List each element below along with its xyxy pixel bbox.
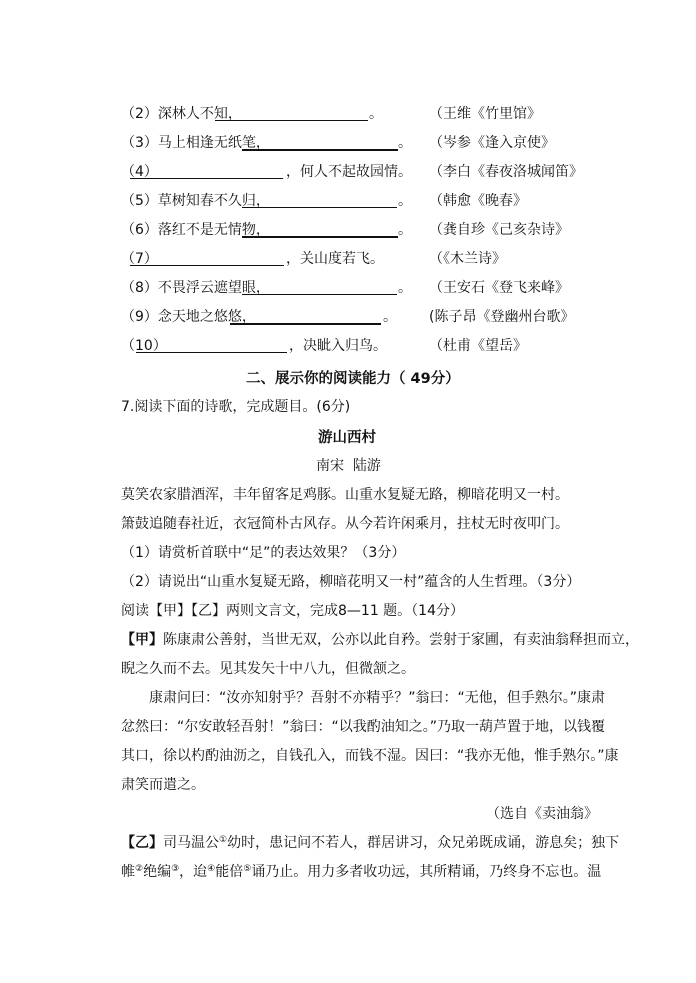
poem-source: (陈子昂《登幽州台歌》 bbox=[429, 309, 575, 325]
section-title: 二、展示你的阅读能力（ 49分） bbox=[246, 371, 460, 387]
poem-suffix: ，决眦入归鸟。 bbox=[289, 338, 387, 354]
answer-blank[interactable] bbox=[242, 207, 397, 208]
answer-blank[interactable] bbox=[242, 149, 398, 151]
answer-blank[interactable] bbox=[230, 323, 381, 325]
poem-author: 南宋 陆游 bbox=[316, 458, 381, 474]
poem-source: （李白《春夜洛城闻笛》 bbox=[429, 164, 583, 180]
poem-suffix: 。 bbox=[398, 222, 412, 238]
question-7-intro: 7.阅读下面的诗歌，完成题目。(6分) bbox=[121, 399, 351, 415]
footnote-marker: ① bbox=[219, 835, 228, 845]
answer-blank[interactable] bbox=[136, 352, 287, 353]
answer-blank[interactable] bbox=[215, 120, 368, 121]
passage-yi-text: 司马温公 bbox=[163, 835, 219, 851]
passage-jia-source: （选自《卖油翁》 bbox=[486, 806, 598, 822]
poem-source: （《木兰诗》 bbox=[429, 251, 506, 267]
answer-blank[interactable] bbox=[242, 294, 397, 295]
poem-source: （王维《竹里馆》 bbox=[429, 106, 541, 122]
passage-yi-text: 能倍 bbox=[215, 864, 244, 880]
answer-blank[interactable] bbox=[130, 178, 283, 179]
poem-suffix: 。 bbox=[398, 135, 412, 151]
poem-suffix: 。 bbox=[398, 193, 412, 209]
passage-jia-label: 【甲】 bbox=[121, 632, 163, 648]
poem-source: （韩愈《晚春》 bbox=[429, 193, 527, 209]
passage-jia-line-1 bbox=[121, 630, 639, 650]
question-7-1: （1）请赏析首联中“足”的表达效果？（3分） bbox=[121, 545, 406, 561]
footnote-marker: ② bbox=[135, 864, 144, 874]
poem-source: （岑参《逢入京使》 bbox=[429, 135, 555, 151]
question-7-2: （2）请说出“山重水复疑无路，柳暗花明又一村”蕴含的人生哲理。（3分） bbox=[121, 574, 581, 590]
passage-yi-text: 绝编 bbox=[143, 864, 172, 880]
footnote-marker: ④ bbox=[207, 864, 216, 874]
poem-source: （王安石《登飞来峰》 bbox=[429, 280, 569, 296]
footnote-marker: ⑤ bbox=[243, 864, 252, 874]
poem-line-1: 莫笑农家腊酒浑，丰年留客足鸡豚。山重水复疑无路，柳暗花明又一村。 bbox=[121, 487, 569, 503]
poem-suffix: 。 bbox=[383, 309, 397, 325]
passage-jia-line-3: 康肃问曰：“汝亦知射乎？吾射不亦精乎？”翁曰：“无他，但手熟尔。”康肃 bbox=[149, 690, 606, 706]
poem-title: 游山西村 bbox=[318, 430, 376, 446]
answer-blank[interactable] bbox=[242, 236, 398, 238]
passage-yi-label: 【乙】 bbox=[121, 835, 163, 851]
passage-jia-line-6: 肃笑而遣之。 bbox=[121, 777, 205, 793]
footnote-marker: ③ bbox=[171, 864, 180, 874]
passage-yi-text: 诵乃止。用力多者收功远，其所精诵，乃终身不忘也。温 bbox=[251, 864, 602, 880]
poem-prefix: （10） bbox=[121, 338, 167, 354]
passage-jia-text: 陈康肃公善射，当世无双，公亦以此自矜。尝射于家圃，有卖油翁释担而立， bbox=[163, 632, 639, 648]
answer-blank[interactable] bbox=[130, 265, 284, 266]
poem-prefix: （7） bbox=[121, 251, 158, 267]
passage-jia-line-2: 睨之久而不去。见其发矢十中八九，但微颔之。 bbox=[121, 661, 415, 677]
poem-prefix: （8）不畏浮云遮望眼， bbox=[121, 280, 270, 296]
poem-source: （龚自珍《己亥杂诗》 bbox=[429, 222, 569, 238]
poem-suffix: ，何人不起故园情。 bbox=[286, 164, 412, 180]
poem-prefix: （2）深林人不知， bbox=[121, 106, 242, 122]
poem-prefix: （6）落红不是无情物， bbox=[121, 222, 270, 238]
reading-intro: 阅读【甲】【乙】两则文言文，完成8—11 题。（14分） bbox=[121, 603, 464, 619]
poem-prefix: （4） bbox=[121, 164, 158, 180]
poem-suffix: 。 bbox=[369, 106, 383, 122]
passage-yi-text: 幼时，患记问不若人，群居讲习，众兄弟既成诵，游息矣；独下 bbox=[227, 835, 620, 851]
poem-source: （杜甫《望岳》 bbox=[429, 338, 527, 354]
passage-yi-text: 帷 bbox=[121, 864, 135, 880]
passage-jia-line-4: 忿然曰：“尔安敢轻吾射！”翁曰：“以我酌油知之。”乃取一葫芦置于地，以钱覆 bbox=[121, 719, 606, 735]
passage-yi-text: ，迨 bbox=[179, 864, 208, 880]
passage-jia-line-5: 其口，徐以杓酌油沥之，自钱孔入，而钱不湿。因曰：“我亦无他，惟手熟尔。”康 bbox=[121, 748, 619, 764]
passage-yi-line-2 bbox=[121, 862, 601, 882]
poem-prefix: （5）草树知春不久归， bbox=[121, 193, 270, 209]
poem-prefix: （9）念天地之悠悠， bbox=[121, 309, 256, 325]
poem-suffix: ，关山度若飞。 bbox=[286, 251, 384, 267]
poem-suffix: 。 bbox=[398, 280, 412, 296]
poem-line-2: 箫鼓追随春社近，衣冠简朴古风存。从今若许闲乘月，拄杖无时夜叩门。 bbox=[121, 516, 569, 532]
passage-yi-line-1 bbox=[121, 833, 619, 853]
poem-prefix: （3）马上相逢无纸笔， bbox=[121, 135, 270, 151]
